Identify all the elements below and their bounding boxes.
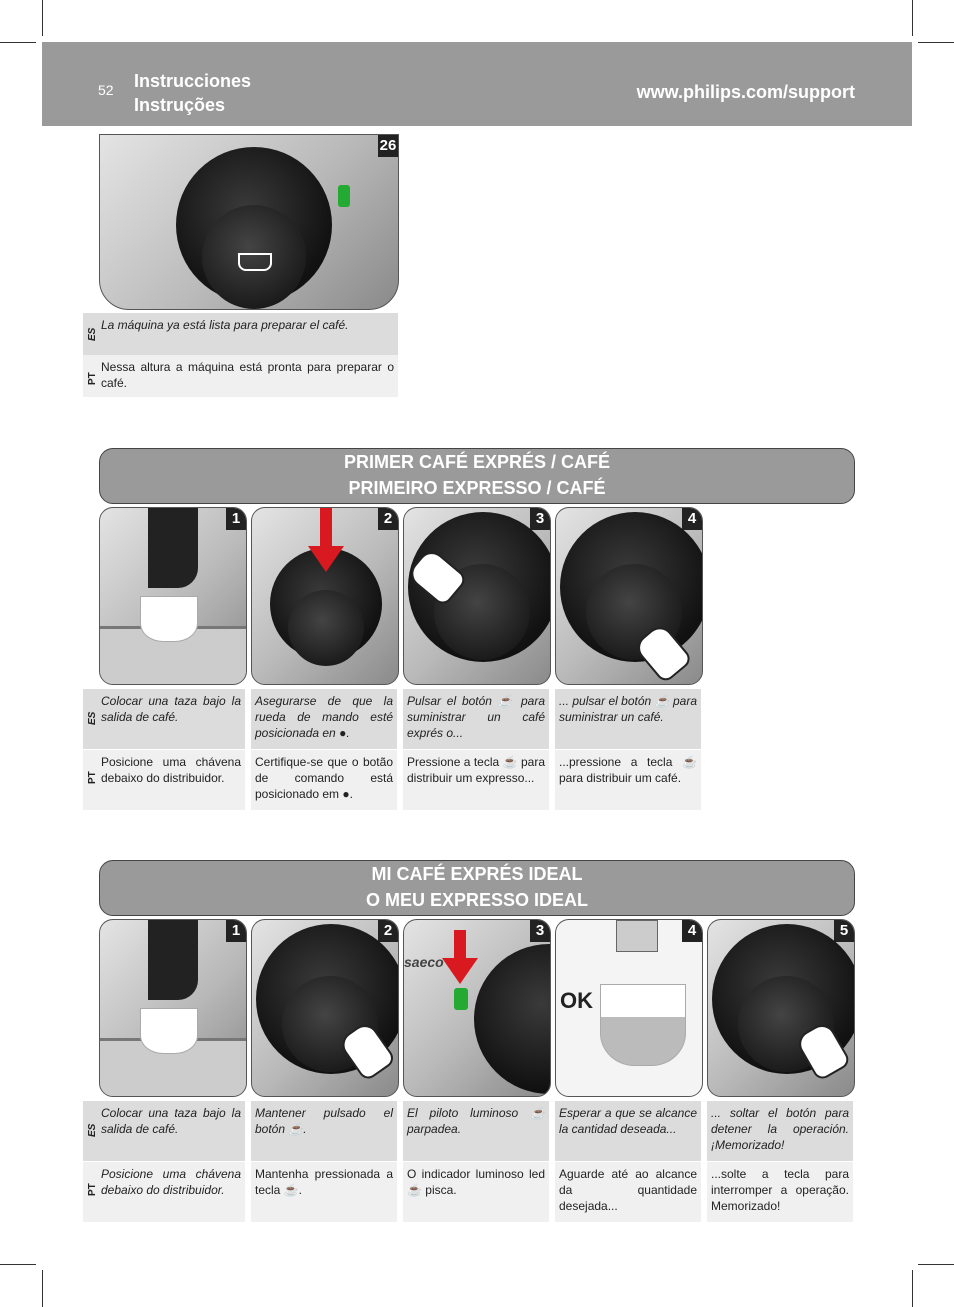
coffee-button-icon (288, 590, 364, 666)
support-link[interactable]: www.philips.com/support (636, 82, 855, 102)
lang-label-es: ES (87, 327, 98, 341)
step-number: 26 (378, 135, 398, 157)
s1-step-4-es: ... pulsar el botón ☕ para suministrar un café. (555, 689, 701, 749)
s2-step-1-photo (99, 919, 247, 1097)
step-number: 2 (378, 508, 398, 530)
s1-step-2-photo (251, 507, 399, 685)
crop-mark (42, 0, 43, 36)
red-arrow-icon (320, 508, 332, 548)
step-number: 5 (834, 920, 854, 942)
step-number: 4 (682, 920, 702, 942)
s2-step-2-photo (251, 919, 399, 1097)
s1-step-1-pt: PT Posicione uma chávena debaixo do distribuidor. (83, 750, 245, 810)
s1-step-3-es: Pulsar el botón ☕ para suministrar un café exprés o... (403, 689, 549, 749)
lang-label-pt: PT (87, 1183, 98, 1196)
cup-icon (140, 1008, 198, 1054)
s2-step-5-pt: ...solte a tecla para interromper a operação. Memorizado! (707, 1162, 853, 1222)
step-number: 1 (226, 508, 246, 530)
step-number: 3 (530, 508, 550, 530)
spout-icon (616, 920, 658, 952)
s2-step-1-es: ES Colocar una taza bajo la salida de café. (83, 1101, 245, 1161)
crop-mark (912, 1270, 913, 1307)
s1-step-4-pt: ...pressione a tecla ☕ para distribuir um café. (555, 750, 701, 810)
blinking-led-icon (454, 988, 468, 1010)
step-number: 3 (530, 920, 550, 942)
s1-step-1-photo (99, 507, 247, 685)
section-1-title-es: PRIMER CAFÉ EXPRÉS / CAFÉ (343, 452, 611, 472)
s2-step-5-photo (707, 919, 855, 1097)
s2-step-4-es: Esperar a que se alcance la cantidad deseada... (555, 1101, 701, 1161)
page-header (42, 42, 912, 126)
cup-icon (140, 596, 198, 642)
step-number: 2 (378, 920, 398, 942)
title-es: Instrucciones (134, 71, 252, 91)
page-number: 52 (98, 82, 114, 98)
section-2-title-pt: O MEU EXPRESSO IDEAL (365, 890, 589, 910)
lang-label-es: ES (87, 1123, 98, 1137)
step-number: 1 (226, 920, 246, 942)
s2-step-2-pt: Mantenha pressionada a tecla ☕. (251, 1162, 397, 1222)
s2-step-3-es: El piloto luminoso ☕ parpadea. (403, 1101, 549, 1161)
step-26-photo (99, 134, 399, 310)
s2-step-3-photo (403, 919, 551, 1097)
red-arrow-icon (454, 930, 466, 960)
section-1-banner (99, 448, 855, 504)
ready-led-icon (338, 185, 350, 207)
s2-step-5-es: ... soltar el botón para detener la operación. ¡Memorizado! (707, 1101, 853, 1161)
s2-step-3-pt: O indicador luminoso led ☕ pisca. (403, 1162, 549, 1222)
filling-cup-icon (600, 984, 686, 1066)
lang-label-pt: PT (87, 771, 98, 784)
s2-step-1-pt: PT Posicione uma chávena debaixo do distribuidor. (83, 1162, 245, 1222)
s2-step-4-photo (555, 919, 703, 1097)
lang-label-pt: PT (87, 372, 98, 385)
s1-step-3-pt: Pressione a tecla ☕ para distribuir um expresso... (403, 750, 549, 810)
crop-mark (918, 42, 954, 43)
section-2-title-es: MI CAFÉ EXPRÉS IDEAL (371, 864, 583, 884)
red-arrowhead-icon (308, 546, 344, 572)
s1-step-4-photo (555, 507, 703, 685)
red-arrowhead-icon (442, 958, 478, 984)
cup-icon (238, 253, 272, 271)
section-1-title-pt: PRIMEIRO EXPRESSO / CAFÉ (348, 478, 606, 498)
s1-step-3-photo (403, 507, 551, 685)
crop-mark (42, 1270, 43, 1307)
lang-label-es: ES (87, 711, 98, 725)
step-26-pt: PT Nessa altura a máquina está pronta para preparar o café. (83, 355, 398, 397)
machine-spout-icon (148, 508, 198, 588)
machine-spout-icon (148, 920, 198, 1000)
s2-step-4-pt: Aguarde até ao alcance da quantidade desejada... (555, 1162, 701, 1222)
step-26-es: ES La máquina ya está lista para preparar el café. (83, 313, 398, 355)
crop-mark (0, 1264, 36, 1265)
section-2-banner (99, 860, 855, 916)
crop-mark (918, 1264, 954, 1265)
control-dial-icon (474, 944, 551, 1094)
step-number: 4 (682, 508, 702, 530)
s2-step-2-es: Mantener pulsado el botón ☕. (251, 1101, 397, 1161)
s1-step-2-pt: Certifique-se que o botão de comando está posicionado em ●. (251, 750, 397, 810)
s1-step-2-es: Asegurarse de que la rueda de mando esté posicionada en ●. (251, 689, 397, 749)
crop-mark (0, 42, 36, 43)
s1-step-1-es: ES Colocar una taza bajo la salida de café. (83, 689, 245, 749)
crop-mark (912, 0, 913, 36)
brand-logo: saeco (404, 954, 444, 970)
ok-label: OK (560, 988, 593, 1013)
title-pt: Instruções (134, 95, 226, 115)
